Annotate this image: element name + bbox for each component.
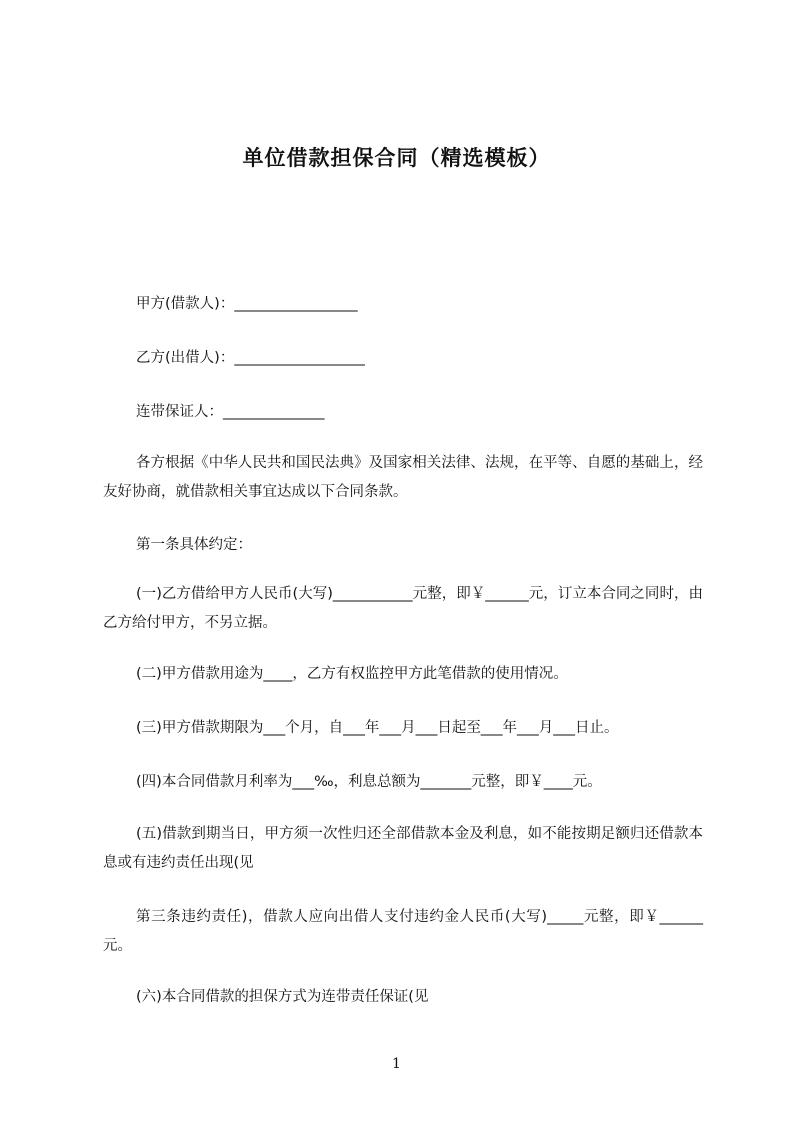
article-1-heading: 第一条具体约定： <box>136 537 252 553</box>
party-b-line: 乙方(出借人)：__________________ <box>136 350 365 366</box>
document-title: 单位借款担保合同（精选模板） <box>242 146 551 170</box>
clause-2: (二)甲方借款用途为____，乙方有权监控甲方此笔借款的使用情况。 <box>136 666 568 682</box>
page-number: 1 <box>392 1056 401 1072</box>
clause-1: (一)乙方借给甲方人民币(大写)___________元整，即￥______元，订立本合同之同时，由乙方给付甲方，不另立据。 <box>103 586 703 631</box>
clause-5-continued: 第三条违约责任)，借款人应向出借人支付违约金人民币(大写)_____元整，即￥______元。 <box>103 909 703 954</box>
party-a-line: 甲方(借款人)：_________________ <box>136 296 358 312</box>
clause-6: (六)本合同借款的担保方式为连带责任保证(见 <box>136 989 429 1005</box>
intro-paragraph: 各方根据《中华人民共和国民法典》及国家相关法律、法规，在平等、自愿的基础上，经友好协商，就借款相关事宜达成以下合同条款。 <box>103 455 703 500</box>
guarantor-line: 连带保证人：______________ <box>136 404 325 420</box>
clause-3: (三)甲方借款期限为___个月，自___年___月___日起至___年___月___日止。 <box>136 720 619 736</box>
clause-5: (五)借款到期当日，甲方须一次性归还全部借款本金及利息，如不能按期足额归还借款本息或有违约责任出现(见 <box>103 826 703 871</box>
clause-4: (四)本合同借款月利率为___‰，利息总额为_______元整，即￥____元。 <box>136 774 602 790</box>
